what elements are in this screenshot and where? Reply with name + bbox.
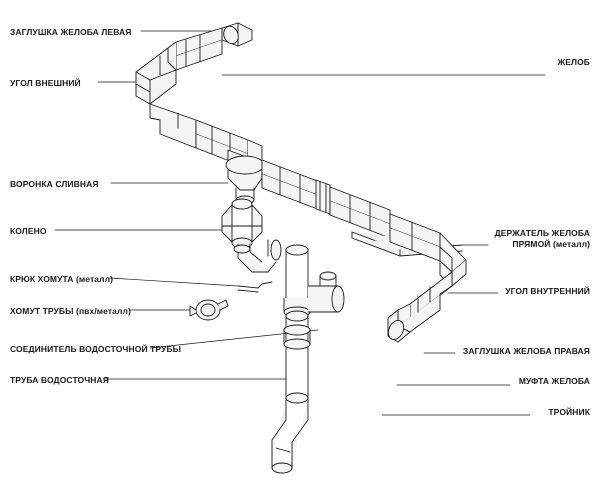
drain-funnel-part <box>226 150 264 204</box>
downpipe-part <box>284 245 310 398</box>
label-downpipe-connector: СОЕДИНИТЕЛЬ ВОДОСТОЧНОЙ ТРУБЫ <box>10 344 182 354</box>
gutter-end-cap-left-part <box>221 23 252 46</box>
label-gutter-end-cap-left: ЗАГЛУШКА ЖЕЛОБА ЛЕВАЯ <box>10 27 132 37</box>
label-gutter-bracket-line1: ДЕРЖАТЕЛЬ ЖЕЛОБА <box>494 228 590 238</box>
label-gutter-end-cap-right: ЗАГЛУШКА ЖЕЛОБА ПРАВАЯ <box>462 346 590 356</box>
label-gutter-bracket-straight <box>495 228 590 250</box>
gutter-coupling-part <box>316 180 330 214</box>
elbow-part <box>222 199 262 248</box>
gutter-segment-right-mid <box>330 187 390 238</box>
label-pipe-clamp: ХОМУТ ТРУБЫ (пвх/металл) <box>10 306 131 316</box>
gutter-run-upper <box>150 104 196 148</box>
label-gutter-bracket-line2: ПРЯМОЙ (металл) <box>512 239 590 249</box>
label-tee-branch: ТРОЙНИК <box>548 407 590 417</box>
gutter-segment-lower-right <box>398 272 452 332</box>
gutter-segment-upper-left <box>168 28 222 70</box>
clamp-hook-part <box>238 282 272 292</box>
label-clamp-hook: КРЮК ХОМУТА (металл) <box>10 274 114 284</box>
tee-branch-part <box>308 272 344 312</box>
label-gutter: ЖЕЛОБ <box>557 57 590 67</box>
elbow-lower-part <box>234 240 281 272</box>
label-drain-funnel: ВОРОНКА СЛИВНАЯ <box>10 179 99 189</box>
downpipe-connector-part <box>284 325 310 349</box>
label-downpipe: ТРУБА ВОДОСТОЧНАЯ <box>10 375 109 385</box>
pipe-clamp-part <box>190 300 228 320</box>
downpipe-lower-part <box>272 393 308 473</box>
label-inner-corner: УГОЛ ВНУТРЕННИЙ <box>505 286 590 296</box>
leader-lines-left <box>55 31 318 379</box>
label-elbow: КОЛЕНО <box>10 226 47 236</box>
label-outer-corner: УГОЛ ВНЕШНИЙ <box>10 78 81 88</box>
gutter-segment-right-upper <box>262 160 320 210</box>
label-gutter-coupling: МУФТА ЖЕЛОБА <box>518 376 590 386</box>
